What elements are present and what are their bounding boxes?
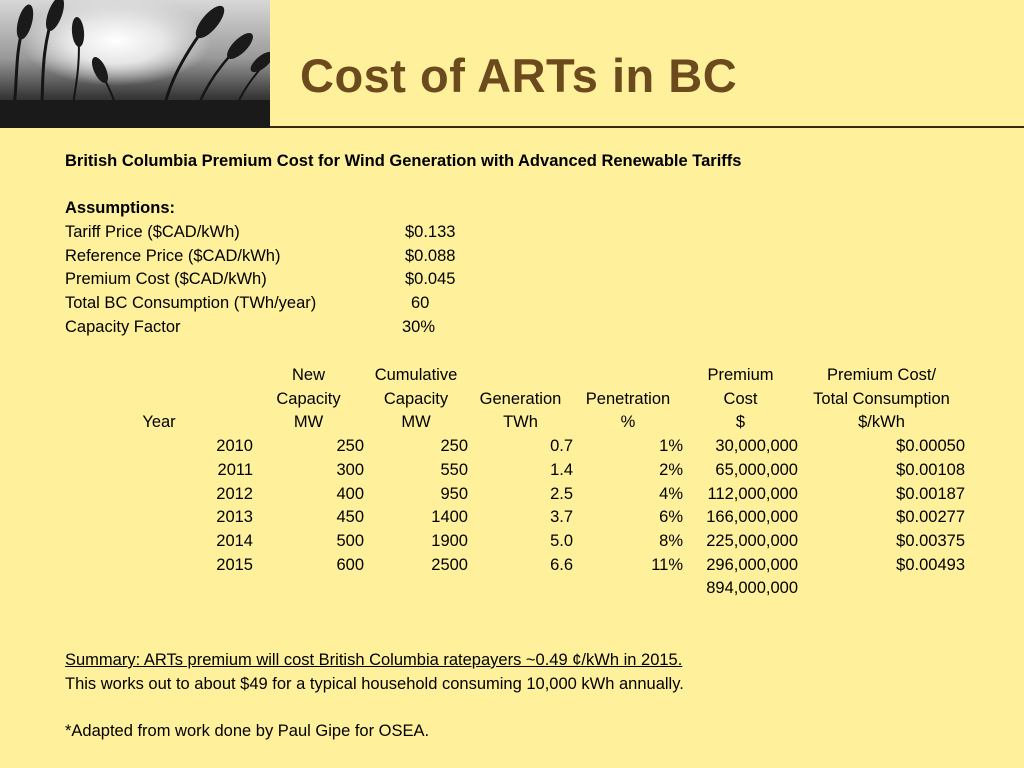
table-body xyxy=(65,435,965,577)
header-cell: Generation xyxy=(479,389,562,408)
table-cell: 0.7 xyxy=(550,437,573,456)
table-cell: 2.5 xyxy=(550,484,573,503)
table-cell: 166,000,000 xyxy=(706,508,798,527)
header-row xyxy=(65,411,965,435)
header-cell: TWh xyxy=(503,413,538,432)
table-cell: 2010 xyxy=(216,437,253,456)
total-cost-cell: 894,000,000 xyxy=(706,579,798,598)
header-cell: MW xyxy=(293,413,324,432)
table-cell: 296,000,000 xyxy=(706,555,798,574)
table-cell: 11% xyxy=(651,555,683,574)
table-cell: $0.00108 xyxy=(896,460,965,479)
empty-cell xyxy=(573,577,683,601)
assumption-value: $0.045 xyxy=(405,270,456,289)
assumption-row xyxy=(65,316,741,340)
table-cell: 5.0 xyxy=(550,531,573,550)
assumption-label: Total BC Consumption (TWh/year) xyxy=(65,294,317,313)
assumption-value: $0.088 xyxy=(405,246,456,265)
page-title: Cost of ARTs in BC xyxy=(300,49,738,102)
table-cell: 30,000,000 xyxy=(715,437,798,456)
main-content xyxy=(65,150,741,340)
table-cell: $0.00493 xyxy=(896,555,965,574)
table-cell: 2% xyxy=(659,460,683,479)
assumption-row xyxy=(65,292,741,316)
table-cell: 2012 xyxy=(216,484,253,503)
table-cell: 2500 xyxy=(431,555,468,574)
header-cell: Cost xyxy=(723,389,758,408)
table-cell: 950 xyxy=(440,484,468,503)
assumption-value: $0.133 xyxy=(405,223,456,242)
table-cell: 3.7 xyxy=(550,508,573,527)
table-cell: 600 xyxy=(336,555,364,574)
table-cell: 6% xyxy=(659,508,683,527)
header-cell: Premium Cost/ xyxy=(826,366,937,384)
table-subtitle: British Columbia Premium Cost for Wind Generation with Advanced Renewable Tariffs xyxy=(65,152,742,170)
header-cell: Premium xyxy=(707,366,774,384)
assumptions-heading: Assumptions: xyxy=(65,199,176,218)
table-row xyxy=(65,554,965,578)
footer-notes xyxy=(65,649,684,744)
cost-table xyxy=(65,364,965,601)
credit-note: *Adapted from work done by Paul Gipe for OSEA. xyxy=(65,722,430,741)
table-row xyxy=(65,435,965,459)
table-cell: 1400 xyxy=(431,508,468,527)
table-row xyxy=(65,530,965,554)
table-cell: 2013 xyxy=(216,508,253,527)
header-cell: Capacity xyxy=(383,389,449,408)
table-cell: 2011 xyxy=(217,460,253,479)
header-cell: $/kWh xyxy=(858,413,905,432)
assumption-value: 30% xyxy=(402,317,436,336)
wheat-field-photo xyxy=(0,0,270,128)
table-cell: $0.00277 xyxy=(896,508,965,527)
header-cell xyxy=(573,364,683,388)
header-cell: Year xyxy=(142,413,176,432)
total-row xyxy=(65,577,965,601)
table-cell: $0.00375 xyxy=(896,531,965,550)
table-cell: 450 xyxy=(336,508,364,527)
table-cell: 2014 xyxy=(216,531,253,550)
assumptions-block xyxy=(65,197,741,339)
table-cell: 6.6 xyxy=(550,555,573,574)
assumption-label: Tariff Price ($CAD/kWh) xyxy=(65,223,240,242)
empty-cell xyxy=(364,577,468,601)
spacer xyxy=(65,696,684,720)
empty-cell xyxy=(65,577,253,601)
table-cell: 112,000,000 xyxy=(707,484,798,503)
table-cell: 300 xyxy=(336,460,364,479)
header-cell xyxy=(65,364,253,388)
table-cell: 1% xyxy=(659,437,683,456)
summary-detail: This works out to about $49 for a typical household consuming 10,000 kWh annually. xyxy=(65,674,684,693)
table-cell: 500 xyxy=(336,531,364,550)
header-cell: Penetration xyxy=(585,389,671,408)
assumption-label: Premium Cost ($CAD/kWh) xyxy=(65,270,267,289)
table-cell: 65,000,000 xyxy=(715,460,798,479)
table-row xyxy=(65,483,965,507)
header-cell: $ xyxy=(735,413,746,432)
header-cell: New xyxy=(291,366,325,384)
table-cell: 2015 xyxy=(216,555,253,574)
table-cell: 1900 xyxy=(431,531,468,550)
summary-line: Summary: ARTs premium will cost British Columbia ratepayers ~0.49 ¢/kWh in 2015. xyxy=(65,651,683,669)
table-cell: 400 xyxy=(336,484,364,503)
table-cell: 1.4 xyxy=(550,460,573,479)
table-cell: 225,000,000 xyxy=(706,531,798,550)
assumption-row xyxy=(65,221,741,245)
header-cell xyxy=(65,388,253,412)
table-cell: 8% xyxy=(659,531,683,550)
header-row xyxy=(65,364,965,388)
table-cell: 550 xyxy=(440,460,468,479)
assumption-row xyxy=(65,245,741,269)
title-divider xyxy=(270,126,1024,128)
assumption-label: Capacity Factor xyxy=(65,317,181,336)
header-cell: % xyxy=(620,413,636,432)
table-row xyxy=(65,459,965,483)
assumption-value: 60 xyxy=(411,294,430,313)
header-cell: Capacity xyxy=(276,389,341,408)
header-cell: Total Consumption xyxy=(813,389,950,408)
table-cell: 4% xyxy=(659,484,683,503)
assumption-label: Reference Price ($CAD/kWh) xyxy=(65,246,281,265)
table-cell: 250 xyxy=(440,437,468,456)
table-cell: $0.00050 xyxy=(896,437,965,456)
header-row xyxy=(65,388,965,412)
header-cell: MW xyxy=(401,413,431,432)
empty-cell xyxy=(253,577,364,601)
table-cell: 250 xyxy=(336,437,364,456)
table-row xyxy=(65,506,965,530)
header-cell: Cumulative xyxy=(374,366,458,384)
empty-cell xyxy=(798,577,965,601)
header-cell xyxy=(468,364,573,388)
table-cell: $0.00187 xyxy=(896,484,965,503)
empty-cell xyxy=(468,577,573,601)
assumption-row xyxy=(65,268,741,292)
